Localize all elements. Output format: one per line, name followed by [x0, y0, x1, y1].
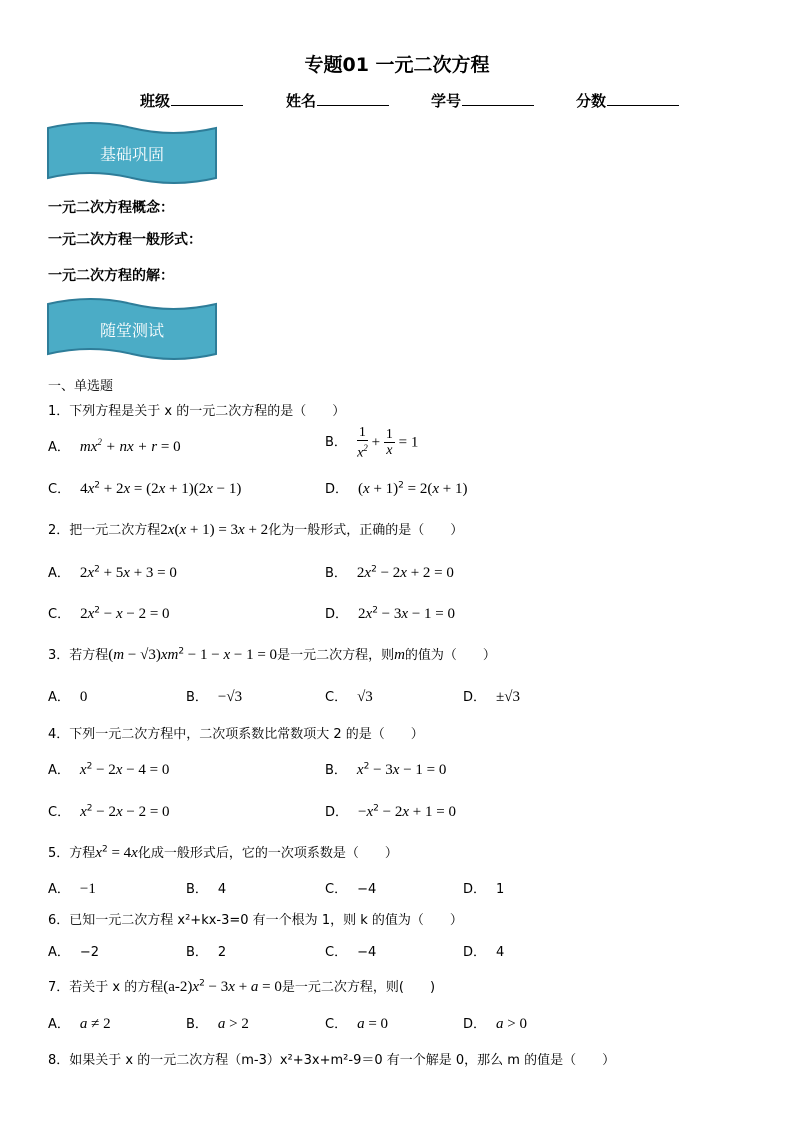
- question-4: 4．下列一元二次方程中，二次项系数比常数项大 2 的是（ ）: [48, 727, 424, 742]
- question-3: 3．若方程$(m - √3)xm^2 - 1 - x - 1 = 0$是一元二次方程，则m的值为（ ）: [48, 646, 496, 663]
- banner-basic: [46, 122, 218, 184]
- q4-option-d[interactable]: D． $-x^2 - 2x + 1 = 0$: [325, 803, 456, 820]
- section-heading: 一、单选题: [48, 379, 114, 394]
- q1-option-b[interactable]: B． $\frac{1}{x^2}$ + $\frac{1}{x}$ = 1: [325, 425, 419, 461]
- banner-test-label: 随堂测试: [99, 321, 164, 340]
- banner-test: [46, 298, 218, 360]
- q2-option-a[interactable]: A． $2x^2 + 5x + 3 = 0$: [48, 564, 177, 581]
- question-8: 8．如果关于 x 的一元二次方程（m-3）x²+3x+m²-9＝0 有一个解是 0，那么 m 的值是（ ）: [48, 1053, 616, 1068]
- q2-option-b[interactable]: B． $2x^2 - 2x + 2 = 0$: [325, 564, 454, 581]
- q7-option-a[interactable]: A． a ≠ 2: [48, 1016, 111, 1032]
- concept-definition: 一元二次方程概念：: [48, 200, 174, 216]
- question-5: 5．方程$x^2 = 4x$化成一般形式后，它的一次项系数是（ ）: [48, 844, 398, 861]
- q6-option-a[interactable]: A． −2: [48, 945, 100, 960]
- question-6: 6．已知一元二次方程 x²+kx-3=0 有一个根为 1，则 k 的值为（ ）: [48, 913, 463, 928]
- question-7: 7．若关于 x 的方程$(a-2)x^2 - 3x + a = 0$是一元二次方程，则( ): [48, 978, 436, 995]
- score-field[interactable]: 分数: [576, 90, 679, 111]
- q6-option-b[interactable]: B． 2: [186, 945, 227, 960]
- q4-option-c[interactable]: C． $x^2 - 2x - 2 = 0$: [48, 803, 170, 820]
- page-title: 专题01 一元二次方程: [304, 54, 490, 76]
- question-2: 2．把一元二次方程2x(x + 1) = 3x + 2化为一般形式，正确的是（ ）: [48, 522, 464, 538]
- q4-option-a[interactable]: A． $x^2 - 2x - 4 = 0$: [48, 761, 170, 778]
- q3-option-b[interactable]: B． −√3: [186, 689, 243, 705]
- class-field[interactable]: 班级: [140, 90, 243, 111]
- q7-option-b[interactable]: B． a > 2: [186, 1016, 249, 1032]
- q3-option-c[interactable]: C． √3: [325, 689, 373, 705]
- q3-option-d[interactable]: D． ±√3: [463, 689, 520, 705]
- q1-option-c[interactable]: C． $4x^2 + 2x = (2x + 1)(2x - 1)$: [48, 480, 242, 497]
- q6-option-d[interactable]: D． 4: [463, 945, 505, 960]
- concept-general-form: 一元二次方程一般形式：: [48, 232, 202, 248]
- q5-option-d[interactable]: D． 1: [463, 882, 505, 897]
- name-field[interactable]: 姓名: [286, 90, 389, 111]
- q1-option-a[interactable]: A． $mx^2$ + nx + r = 0: [48, 437, 181, 455]
- q2-option-c[interactable]: C． $2x^2 - x - 2 = 0$: [48, 605, 170, 622]
- q5-option-a[interactable]: A． −1: [48, 881, 96, 897]
- concept-solution: 一元二次方程的解：: [48, 268, 174, 284]
- q5-option-b[interactable]: B． 4: [186, 882, 227, 897]
- question-1: 1．下列方程是关于 x 的一元二次方程的是（ ）: [48, 404, 346, 419]
- q2-option-d[interactable]: D． $2x^2 - 3x - 1 = 0$: [325, 605, 455, 622]
- q6-option-c[interactable]: C． −4: [325, 945, 377, 960]
- student-id-field[interactable]: 学号: [431, 90, 534, 111]
- q1-option-d[interactable]: D． $(x + 1)^2 = 2(x + 1)$: [325, 480, 468, 497]
- q5-option-c[interactable]: C． −4: [325, 882, 377, 897]
- q4-option-b[interactable]: B． $x^2 - 3x - 1 = 0$: [325, 761, 447, 778]
- q7-option-d[interactable]: D． a > 0: [463, 1016, 527, 1032]
- banner-basic-label: 基础巩固: [99, 145, 164, 164]
- q3-option-a[interactable]: A． 0: [48, 689, 88, 705]
- q7-option-c[interactable]: C． a = 0: [325, 1016, 389, 1032]
